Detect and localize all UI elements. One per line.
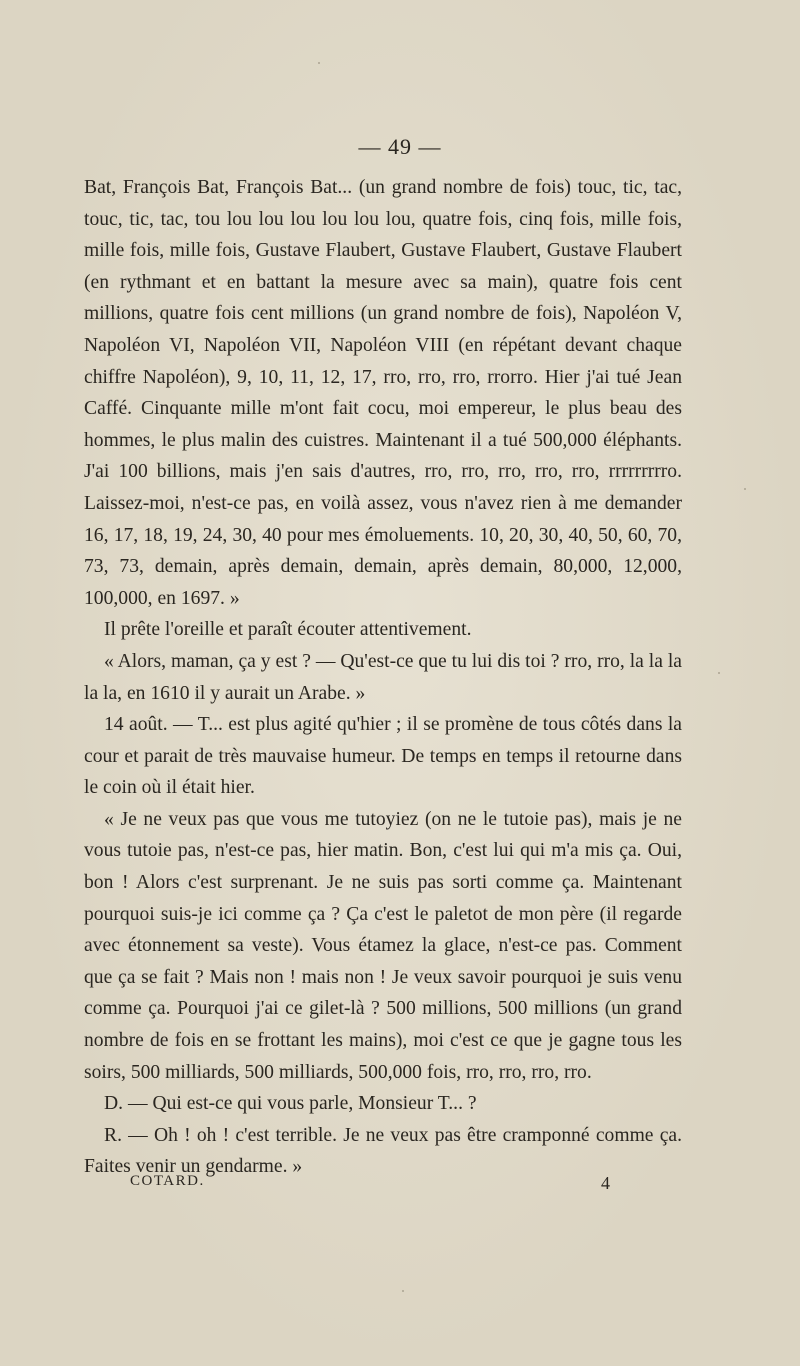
body-text xyxy=(84,172,682,1183)
sheet-signature: 4 xyxy=(601,1173,610,1193)
paragraph: D. — Qui est-ce qui vous parle, Monsieur T... ? xyxy=(104,1093,477,1115)
paragraph: Bat, François Bat, François Bat... (un grand nombre de fois) touc, tic, tac, touc, tic, tac, tou lou lou lou lou lou lou, quatre fois, cinq fois, mille fois, mille fois, mille fois, Gustave Flaubert, Gustave Flaubert, Gustave Flaubert (en rythmant et en battant la mesure avec sa main), quatre fois cent millions, quatre fois cent millions (un grand nombre de fois), Napoléon V, Napoléon VI, Napoléon VII, Napoléon VIII (en répétant devant chaque chiffre Napoléon), 9, 10, 11, 12, 17, rro, rro, rro, rrorro. Hier j'ai tué Jean Caffé. Cinquante mille m'ont fait cocu, moi empereur, le plus beau des hommes, le plus malin des cuistres. Maintenant il a tué 500,000 éléphants. J'ai 100 billions, mais j'en sais d'autres, rro, rro, rro, rro, rro, rrrrrrrrro. Laissez-moi, n'est-ce pas, en voilà assez, vous n'avez rien à me demander 16, 17, 18, 19, 24, 30, 40 pour mes émoluements. 10, 20, 30, 40, 50, 60, 70, 73, 73, demain, après demain, demain, après demain, 80,000, 12,000, 100,000, en 1697. » xyxy=(84,177,682,609)
page-number: — 49 — xyxy=(358,134,442,159)
paragraph: Il prête l'oreille et paraît écouter attentivement. xyxy=(104,619,472,641)
paragraph: « Je ne veux pas que vous me tutoyiez (on ne le tutoie pas), mais je ne vous tutoie pas, n'est-ce pas, hier matin. Bon, c'est lui qui m'a mis ça. Oui, bon ! Alors c'est surprenant. Je ne suis pas sorti comme ça. Maintenant pourquoi suis-je ici comme ça ? Ça c'est le paletot de mon père (il regarde avec étonnement sa veste). Vous étamez la glace, n'est-ce pas. Comment que ça se fait ? Mais non ! mais non ! Je veux savoir pourquoi je suis venu comme ça. Pourquoi j'ai ce gilet-là ? 500 millions, 500 millions (un grand nombre de fois en se frottant les mains), moi c'est ce que je gagne tous les soirs, 500 milliards, 500 milliards, 500,000 fois, rro, rro, rro, rro. xyxy=(84,808,682,1083)
paragraph: 14 août. — T... est plus agité qu'hier ; il se promène de tous côtés dans la cour et parait de très mauvaise humeur. De temps en temps il retourne dans le coin où il était hier. xyxy=(84,714,682,799)
footer-signature: COTARD. xyxy=(130,1173,205,1189)
paper-speck xyxy=(718,672,720,674)
paragraph: « Alors, maman, ça y est ? — Qu'est-ce que tu lui dis toi ? rro, rro, la la la la la, en 1610 il y aurait un Arabe. » xyxy=(84,650,682,704)
paper-speck xyxy=(318,62,320,64)
paper-speck xyxy=(744,488,746,490)
paper-speck xyxy=(402,1290,404,1292)
paragraph: R. — Oh ! oh ! c'est terrible. Je ne veux pas être cramponné comme ça. Faites venir un gendarme. » xyxy=(84,1124,682,1178)
